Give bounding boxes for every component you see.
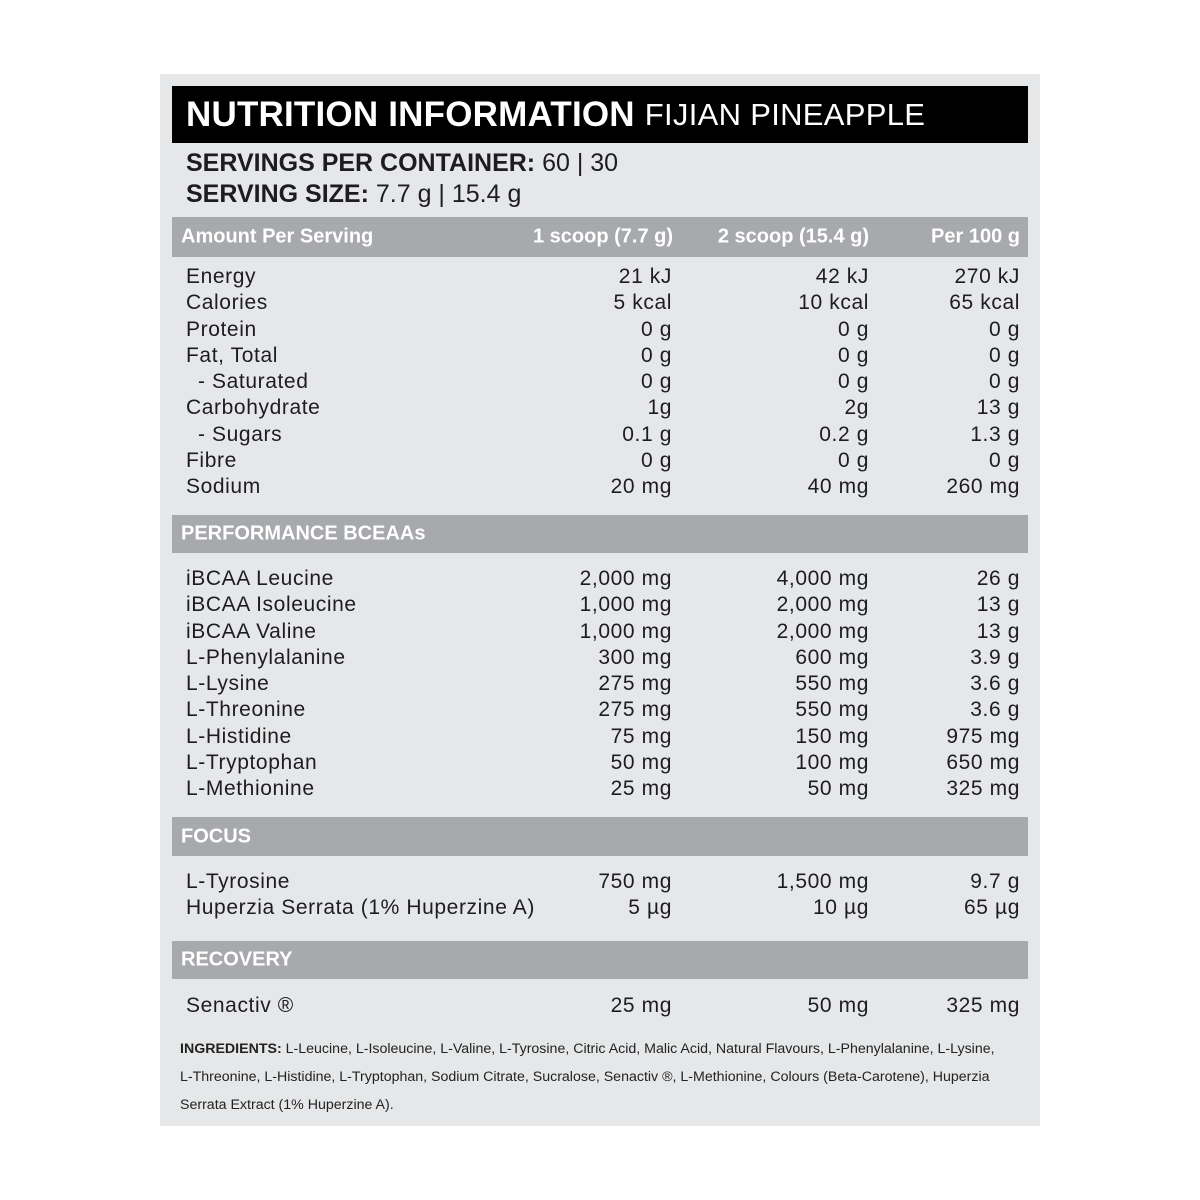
value-2-scoop: 0 g bbox=[838, 317, 869, 341]
table-row bbox=[160, 645, 1040, 671]
value-1-scoop: 0 g bbox=[641, 449, 672, 473]
title-bar bbox=[172, 86, 1028, 143]
nutrient-name: Senactiv ® bbox=[186, 994, 294, 1017]
nutrient-name: iBCAA Valine bbox=[186, 619, 317, 643]
value-1-scoop: 1g bbox=[647, 396, 672, 420]
value-1-scoop: 25 mg bbox=[610, 777, 672, 801]
section-rows-recovery bbox=[160, 993, 1040, 1019]
panel-title: NUTRITION INFORMATION bbox=[186, 94, 635, 134]
servings-per-container-label: SERVINGS PER CONTAINER: bbox=[186, 149, 536, 177]
value-per-100g: 65 µg bbox=[964, 896, 1020, 920]
section-title: PERFORMANCE BCEAAs bbox=[181, 522, 426, 545]
table-row bbox=[160, 697, 1040, 723]
value-per-100g: 9.7 g bbox=[970, 870, 1020, 893]
table-row bbox=[160, 895, 1040, 921]
serving-size-value: 7.7 g | 15.4 g bbox=[375, 180, 522, 208]
section-rows-performance bbox=[160, 566, 1040, 803]
value-1-scoop: 0 g bbox=[641, 317, 672, 341]
nutrient-name: Huperzia Serrata (1% Huperzine A) bbox=[186, 896, 535, 920]
value-1-scoop: 25 mg bbox=[610, 994, 672, 1017]
value-2-scoop: 550 mg bbox=[795, 672, 869, 696]
value-per-100g: 0 g bbox=[989, 317, 1020, 341]
nutrient-name: Fat, Total bbox=[186, 343, 278, 367]
value-1-scoop: 1,000 mg bbox=[579, 619, 672, 643]
nutrient-name: - Saturated bbox=[198, 370, 309, 394]
value-1-scoop: 0.1 g bbox=[622, 422, 672, 446]
value-2-scoop: 50 mg bbox=[807, 777, 869, 801]
table-row bbox=[160, 619, 1040, 645]
value-2-scoop: 0 g bbox=[838, 449, 869, 473]
value-1-scoop: 0 g bbox=[641, 343, 672, 367]
nutrient-name: Carbohydrate bbox=[186, 396, 321, 420]
table-row bbox=[160, 724, 1040, 750]
value-per-100g: 0 g bbox=[989, 343, 1020, 367]
value-2-scoop: 42 kJ bbox=[815, 265, 869, 288]
value-1-scoop: 20 mg bbox=[610, 475, 672, 499]
value-2-scoop: 2g bbox=[844, 396, 869, 420]
value-1-scoop: 5 µg bbox=[628, 896, 672, 920]
value-per-100g: 65 kcal bbox=[949, 291, 1020, 315]
section-title: RECOVERY bbox=[181, 948, 293, 971]
table-row bbox=[160, 343, 1040, 369]
nutrient-name: iBCAA Leucine bbox=[186, 567, 334, 590]
table-row bbox=[160, 592, 1040, 618]
ingredients-text bbox=[180, 1035, 1010, 1119]
section-band-recovery bbox=[172, 941, 1028, 979]
ingredients-list: L-Leucine, L-Isoleucine, L-Valine, L-Tyrosine, Citric Acid, Malic Acid, Natural Flavours, L-Phenylalanine, L-Lysine, L-Threonine, L-Histidine, L-Tryptophan, Sodium Citrate, Sucralose, Senactiv ®, L-Methionine, Colours (Beta-Carotene), Huperzia Serrata Extract (1% Huperzine A). bbox=[180, 1041, 995, 1113]
nutrient-name: Protein bbox=[186, 317, 257, 341]
section-band-focus bbox=[172, 817, 1028, 856]
table-row bbox=[160, 750, 1040, 776]
nutrient-name: Fibre bbox=[186, 449, 237, 473]
header-col-per-100g: Per 100 g bbox=[931, 225, 1020, 248]
value-2-scoop: 10 µg bbox=[813, 896, 869, 920]
value-1-scoop: 2,000 mg bbox=[579, 567, 672, 590]
table-row bbox=[160, 474, 1040, 500]
nutrient-name: L-Tyrosine bbox=[186, 870, 291, 893]
nutrient-name: Energy bbox=[186, 265, 257, 288]
value-1-scoop: 750 mg bbox=[598, 870, 672, 893]
value-2-scoop: 50 mg bbox=[807, 994, 869, 1017]
value-1-scoop: 1,000 mg bbox=[579, 593, 672, 617]
value-1-scoop: 0 g bbox=[641, 370, 672, 394]
header-col-1-scoop: 1 scoop (7.7 g) bbox=[532, 225, 673, 248]
value-1-scoop: 300 mg bbox=[598, 645, 672, 669]
servings-info bbox=[186, 148, 618, 210]
table-row bbox=[160, 290, 1040, 316]
value-per-100g: 13 g bbox=[976, 619, 1020, 643]
value-per-100g: 13 g bbox=[976, 396, 1020, 420]
nutrient-name: - Sugars bbox=[198, 422, 283, 446]
value-2-scoop: 150 mg bbox=[795, 724, 869, 748]
value-1-scoop: 275 mg bbox=[598, 672, 672, 696]
value-2-scoop: 40 mg bbox=[807, 475, 869, 499]
table-row bbox=[160, 422, 1040, 448]
nutrient-name: iBCAA Isoleucine bbox=[186, 593, 357, 617]
table-row bbox=[160, 317, 1040, 343]
value-2-scoop: 0 g bbox=[838, 343, 869, 367]
serving-size bbox=[186, 179, 618, 210]
table-row bbox=[160, 448, 1040, 474]
column-header bbox=[172, 217, 1028, 257]
table-row bbox=[160, 671, 1040, 697]
table-row bbox=[160, 776, 1040, 802]
value-1-scoop: 50 mg bbox=[610, 751, 672, 775]
value-per-100g: 0 g bbox=[989, 370, 1020, 394]
table-row bbox=[160, 369, 1040, 395]
value-per-100g: 13 g bbox=[976, 593, 1020, 617]
value-1-scoop: 75 mg bbox=[610, 724, 672, 748]
table-row bbox=[160, 869, 1040, 895]
value-2-scoop: 0 g bbox=[838, 370, 869, 394]
nutrition-panel bbox=[160, 74, 1040, 1126]
nutrient-name: Sodium bbox=[186, 475, 261, 499]
table-row bbox=[160, 566, 1040, 592]
serving-size-label: SERVING SIZE: bbox=[186, 180, 369, 208]
table-row bbox=[160, 264, 1040, 290]
value-per-100g: 1.3 g bbox=[970, 422, 1020, 446]
value-2-scoop: 550 mg bbox=[795, 698, 869, 722]
header-col-2-scoop: 2 scoop (15.4 g) bbox=[717, 225, 869, 248]
section-rows-focus bbox=[160, 869, 1040, 922]
nutrition-rows bbox=[160, 264, 1040, 501]
value-1-scoop: 275 mg bbox=[598, 698, 672, 722]
value-2-scoop: 4,000 mg bbox=[776, 567, 869, 590]
value-per-100g: 26 g bbox=[976, 567, 1020, 590]
value-per-100g: 270 kJ bbox=[954, 265, 1020, 288]
section-title: FOCUS bbox=[181, 825, 251, 847]
nutrient-name: L-Methionine bbox=[186, 777, 315, 801]
nutrient-name: L-Histidine bbox=[186, 724, 292, 748]
value-per-100g: 3.9 g bbox=[970, 645, 1020, 669]
value-per-100g: 325 mg bbox=[946, 994, 1020, 1017]
nutrient-name: Calories bbox=[186, 291, 268, 315]
value-per-100g: 0 g bbox=[989, 449, 1020, 473]
nutrient-name: L-Tryptophan bbox=[186, 751, 318, 775]
servings-per-container bbox=[186, 148, 618, 179]
value-2-scoop: 2,000 mg bbox=[776, 593, 869, 617]
value-1-scoop: 21 kJ bbox=[618, 265, 672, 288]
value-per-100g: 3.6 g bbox=[970, 672, 1020, 696]
section-band-performance bbox=[172, 515, 1028, 553]
nutrient-name: L-Lysine bbox=[186, 672, 270, 696]
servings-per-container-value: 60 | 30 bbox=[542, 149, 619, 177]
value-2-scoop: 1,500 mg bbox=[776, 870, 869, 893]
value-per-100g: 325 mg bbox=[946, 777, 1020, 801]
ingredients-label: INGREDIENTS: bbox=[180, 1041, 282, 1057]
header-amount-per-serving: Amount Per Serving bbox=[181, 225, 374, 248]
value-per-100g: 3.6 g bbox=[970, 698, 1020, 722]
value-1-scoop: 5 kcal bbox=[613, 291, 672, 315]
value-2-scoop: 600 mg bbox=[795, 645, 869, 669]
nutrient-name: L-Threonine bbox=[186, 698, 306, 722]
value-per-100g: 975 mg bbox=[946, 724, 1020, 748]
value-2-scoop: 0.2 g bbox=[819, 422, 869, 446]
nutrient-name: L-Phenylalanine bbox=[186, 645, 346, 669]
flavour-name: FIJIAN PINEAPPLE bbox=[644, 96, 926, 132]
table-row bbox=[160, 395, 1040, 421]
value-per-100g: 260 mg bbox=[946, 475, 1020, 499]
value-per-100g: 650 mg bbox=[946, 751, 1020, 775]
table-row bbox=[160, 993, 1040, 1019]
value-2-scoop: 100 mg bbox=[795, 751, 869, 775]
value-2-scoop: 2,000 mg bbox=[776, 619, 869, 643]
value-2-scoop: 10 kcal bbox=[798, 291, 869, 315]
